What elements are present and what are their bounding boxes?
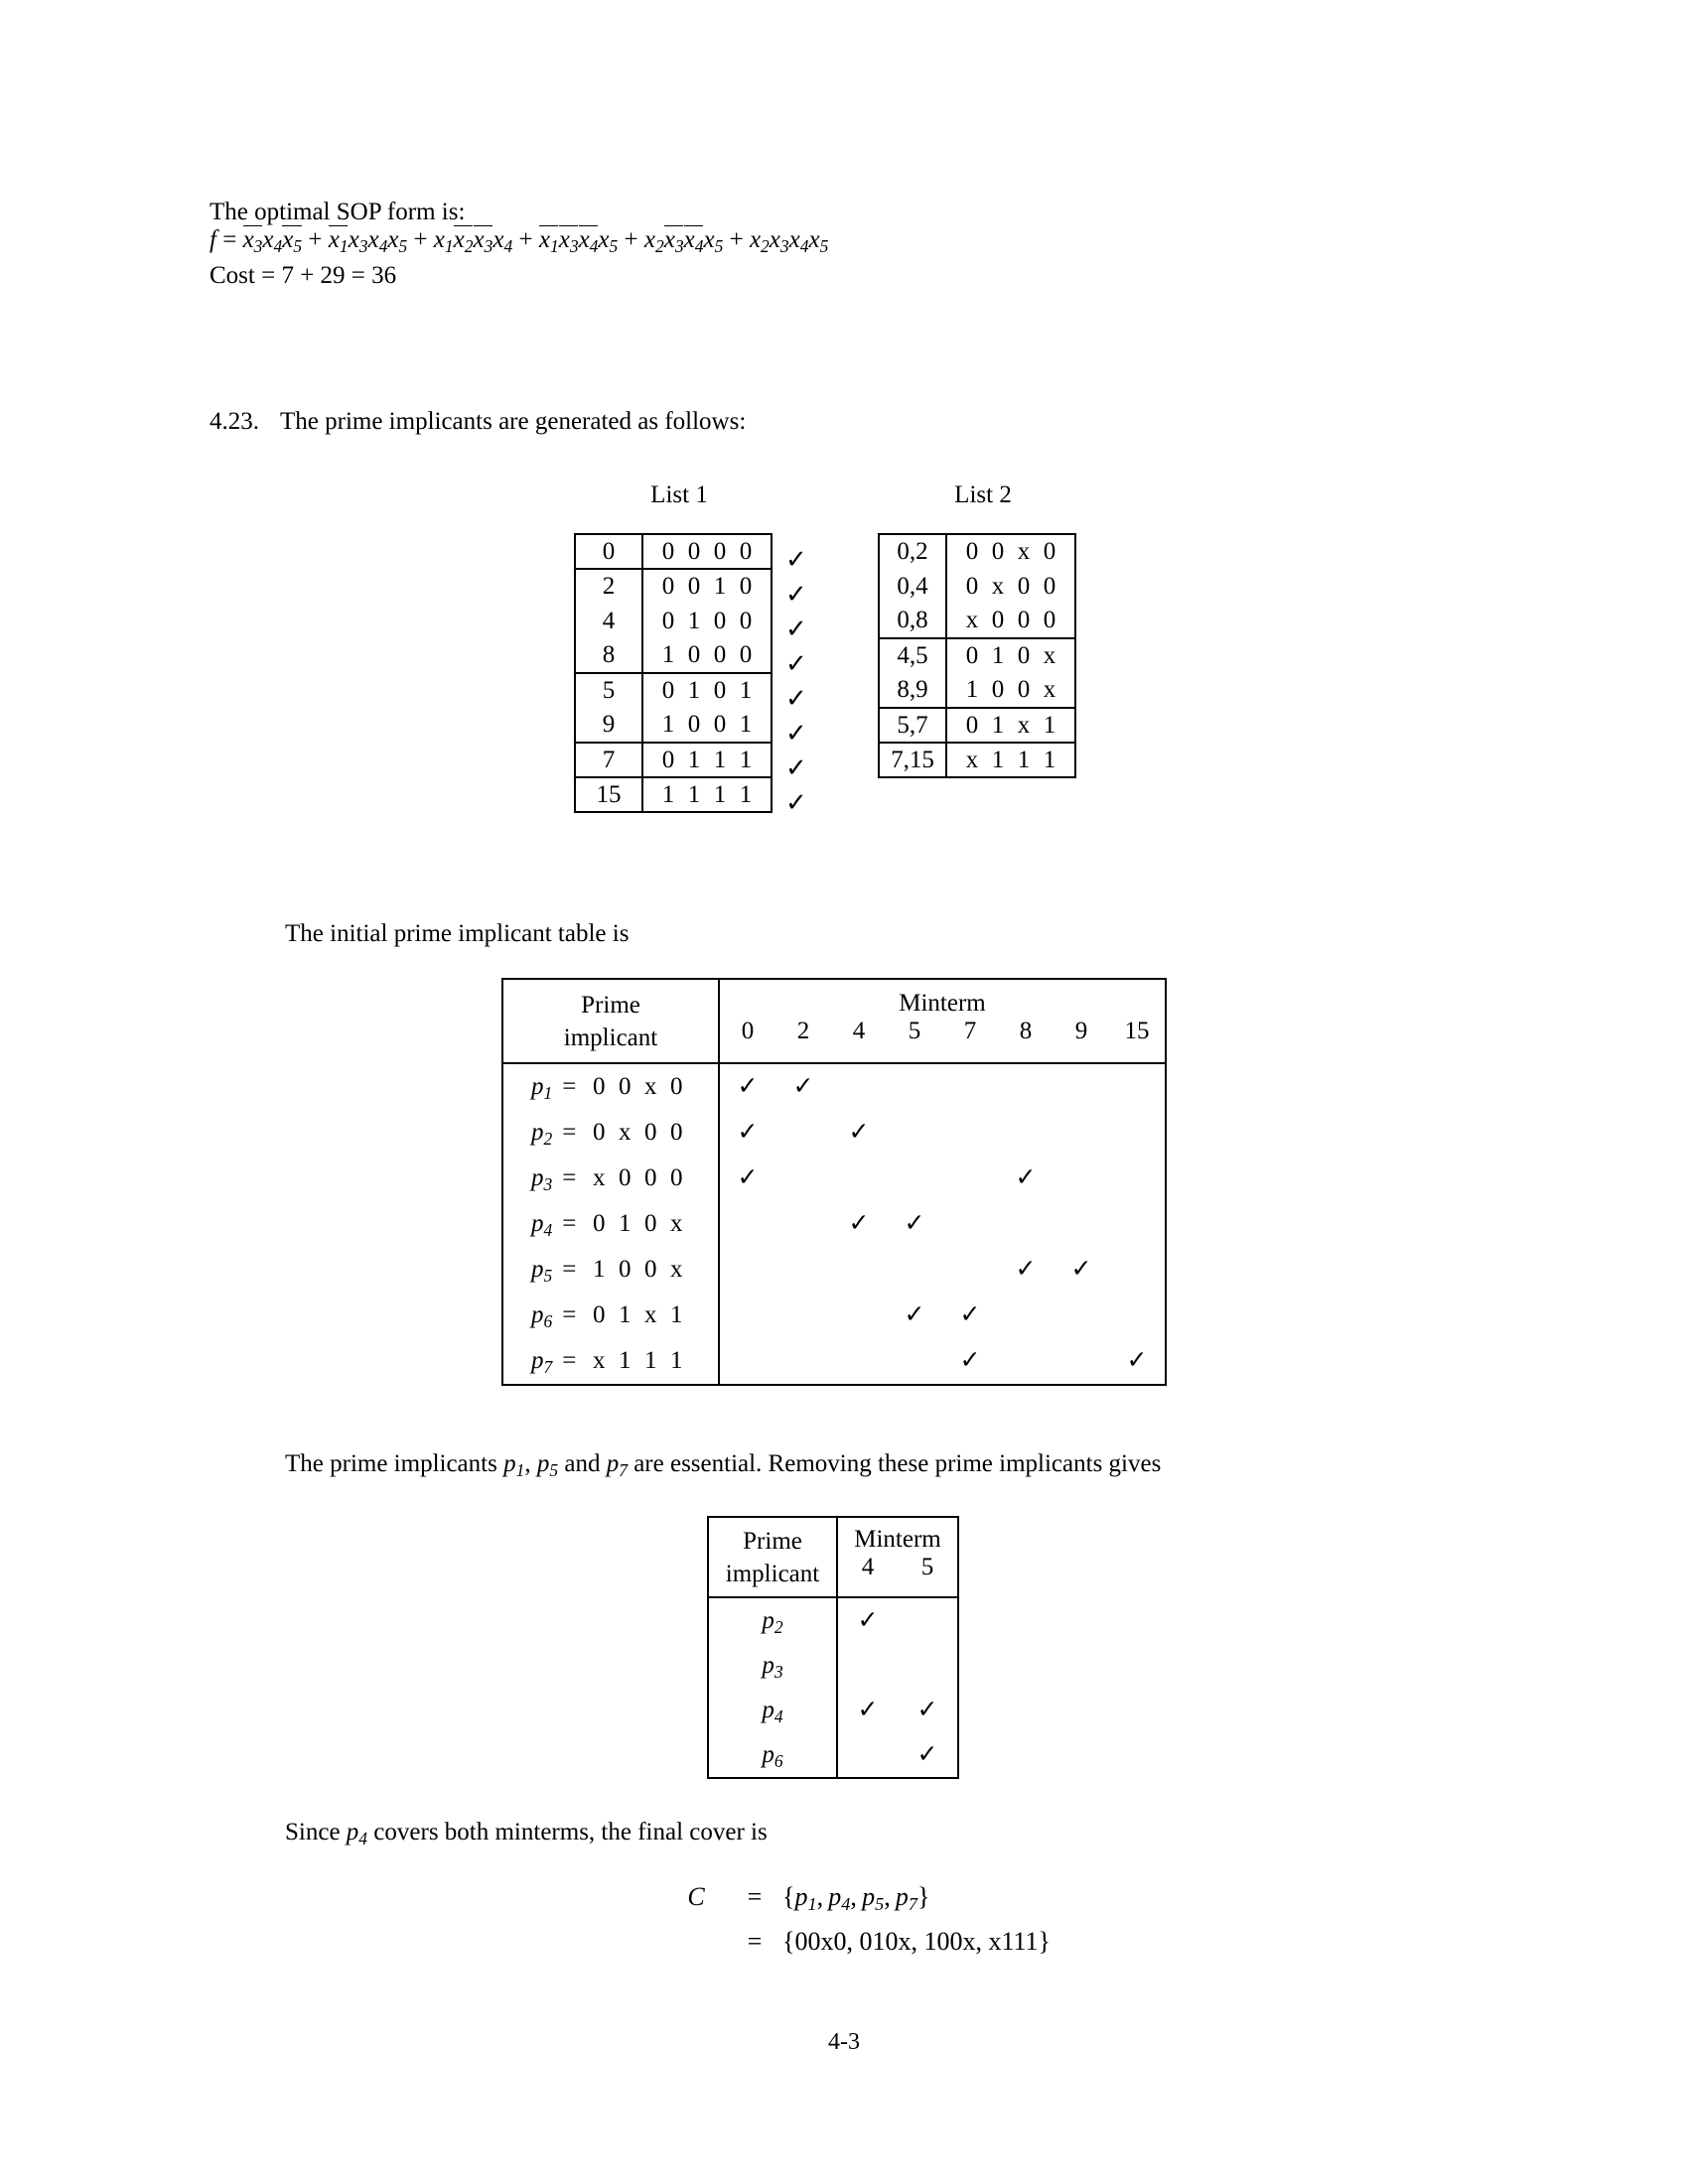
- pi-minterm-header: 9: [1074, 1018, 1088, 1044]
- pi-cell: ✓: [959, 1347, 981, 1374]
- list-row: [575, 673, 772, 708]
- reduced-pi-body: [709, 1598, 957, 1777]
- list-row-bits: 0 x 0 0: [946, 569, 1075, 604]
- reduced-pi-row-coverage: [838, 1598, 957, 1643]
- list-row-bits: 0 1 0 1: [642, 673, 772, 708]
- pi-header-right: [720, 980, 1165, 1062]
- reduced-pi-row-coverage: [838, 1732, 957, 1777]
- pi-cell: [887, 1064, 942, 1110]
- pi-row-coverage: [720, 1201, 1165, 1247]
- list-row-bits: 1 0 0 0: [642, 638, 772, 673]
- final-note-suffix: covers both minterms, the final cover is: [367, 1819, 768, 1845]
- reduced-pi-row-label: $p_3$: [762, 1652, 783, 1682]
- pi-cell: [720, 1247, 775, 1293]
- final-cover-row-binary: [665, 1927, 1051, 1957]
- reduced-pi-minterm-label: Minterm: [854, 1526, 941, 1553]
- list-row-bits: 0 1 0 0: [642, 604, 772, 638]
- pi-cell: [831, 1247, 887, 1293]
- list-row-tick: ✓: [785, 719, 807, 748]
- cover-set-symbolic: {$p_1$, $p_4$, $p_5$, $p_7$}: [782, 1882, 930, 1915]
- pi-table-body: [503, 1064, 1165, 1384]
- cover-symbol: C: [687, 1882, 705, 1911]
- pi-cell: [775, 1110, 831, 1156]
- list-row-bits: x 0 0 0: [946, 604, 1075, 638]
- list-row-tick: ✓: [785, 580, 807, 609]
- pi-coverage-grid: [720, 1064, 1165, 1384]
- list-row-index: 15: [575, 777, 642, 812]
- reduced-pi-minterm-numbers: [838, 1554, 957, 1581]
- pi-cell: [720, 1338, 775, 1384]
- pi-implicant-column: [503, 1064, 720, 1384]
- reduced-pi-header-left: [709, 1518, 838, 1596]
- problem-statement: The prime implicants are generated as follows:: [280, 408, 747, 435]
- pi-cell: ✓: [737, 1164, 759, 1191]
- essential-note-p1: p: [503, 1450, 516, 1477]
- list-row: [879, 708, 1075, 743]
- final-note-prefix: Since: [285, 1819, 347, 1845]
- pi-header-left: [503, 980, 720, 1062]
- reduced-pi-row-coverage: [838, 1643, 957, 1688]
- pi-row-coverage: [720, 1293, 1165, 1338]
- list-row: [575, 777, 772, 812]
- pi-cell: ✓: [1015, 1164, 1037, 1191]
- list-row-tick: ✓: [785, 545, 807, 574]
- pi-cell: ✓: [848, 1210, 870, 1237]
- pi-cell: ✓: [904, 1210, 925, 1237]
- list1-table: [574, 533, 773, 813]
- pi-minterm-header: 15: [1124, 1018, 1150, 1044]
- list-row-tick: ✓: [785, 614, 807, 643]
- list-row: [575, 708, 772, 743]
- list-row-tick: ✓: [785, 684, 807, 713]
- pi-cell: [775, 1201, 831, 1247]
- pi-cell: [942, 1064, 998, 1110]
- pi-minterm-header: 8: [1019, 1018, 1033, 1044]
- pi-row-coverage: [720, 1110, 1165, 1156]
- pi-row-coverage: [720, 1338, 1165, 1384]
- list-row-bits: 0 1 1 1: [642, 743, 772, 777]
- pi-cell: [942, 1247, 998, 1293]
- problem-number: 4.23.: [210, 408, 259, 435]
- pi-cell: [998, 1064, 1054, 1110]
- pi-cell: ✓: [848, 1119, 870, 1146]
- pi-header-prime: Prime: [581, 992, 640, 1019]
- list-row-bits: 0 0 0 0: [642, 534, 772, 569]
- pi-row-label: $p_7 = x$ 1 1 1: [531, 1347, 683, 1377]
- pi-cell: [720, 1293, 775, 1338]
- list-row-index: 5,7: [879, 708, 946, 743]
- pi-cell: [775, 1156, 831, 1201]
- pi-cell: [1054, 1201, 1109, 1247]
- pi-cell: [831, 1156, 887, 1201]
- pi-cell: [1109, 1110, 1165, 1156]
- pi-cell: ✓: [959, 1301, 981, 1328]
- list2-table: [878, 533, 1076, 778]
- reduced-pi-header-right: [838, 1518, 957, 1596]
- pi-cell: ✓: [1070, 1256, 1092, 1283]
- pi-minterm-header: 0: [741, 1018, 755, 1044]
- reduced-pi-minterm-header: 4: [861, 1554, 875, 1580]
- pi-cell: [998, 1201, 1054, 1247]
- pi-cell: [1054, 1156, 1109, 1201]
- pi-row-label: $p_2 = 0$ x 0 0: [531, 1119, 683, 1149]
- pi-cell: ✓: [904, 1301, 925, 1328]
- pi-row-label: $p_5 = 1$ 0 0 x: [531, 1256, 683, 1286]
- pi-cell: [998, 1293, 1054, 1338]
- reduced-pi-cell: [838, 1732, 898, 1777]
- list-row-index: 7,15: [879, 743, 946, 777]
- pi-cell: [1109, 1156, 1165, 1201]
- pi-cell: [998, 1338, 1054, 1384]
- list-row-bits: 1 1 1 1: [642, 777, 772, 812]
- pi-cell: [942, 1156, 998, 1201]
- pi-cell: ✓: [737, 1119, 759, 1146]
- pi-minterm-header: 7: [963, 1018, 977, 1044]
- list-row-index: 2: [575, 569, 642, 604]
- list-row-tick: ✓: [785, 753, 807, 782]
- pi-cell: [775, 1293, 831, 1338]
- list-row-index: 4,5: [879, 638, 946, 673]
- list-row-bits: 0 1 0 x: [946, 638, 1075, 673]
- pi-header-implicant: implicant: [563, 1024, 658, 1051]
- pi-cell: [1109, 1064, 1165, 1110]
- list-row-bits: 1 0 0 1: [642, 708, 772, 743]
- pi-row-label: $p_3 = x$ 0 0 0: [531, 1164, 683, 1194]
- intro-line-sop-form: The optimal SOP form is:: [210, 199, 466, 225]
- list-row-index: 4: [575, 604, 642, 638]
- reduced-pi-row-label: $p_4$: [762, 1697, 783, 1726]
- list-row-index: 5: [575, 673, 642, 708]
- pi-cell: [1054, 1064, 1109, 1110]
- pi-cell: [720, 1201, 775, 1247]
- list-row: [879, 534, 1075, 569]
- reduced-pi-row-label: $p_6$: [762, 1741, 783, 1771]
- list-row-bits: 0 0 1 0: [642, 569, 772, 604]
- list-row-index: 8,9: [879, 673, 946, 708]
- pi-cell: [1054, 1338, 1109, 1384]
- list-row-index: 0,2: [879, 534, 946, 569]
- list-row: [575, 743, 772, 777]
- reduced-pi-header: [709, 1518, 957, 1598]
- pi-row-coverage: [720, 1064, 1165, 1110]
- list2-title: List 2: [954, 481, 1012, 508]
- pi-row-label: $p_6 = 0$ 1 x 1: [531, 1301, 683, 1331]
- pi-cell: ✓: [737, 1073, 759, 1100]
- list-row-bits: 1 0 0 x: [946, 673, 1075, 708]
- reduced-pi-cell: [898, 1598, 957, 1643]
- list-row-index: 7: [575, 743, 642, 777]
- list-row-index: 9: [575, 708, 642, 743]
- reduced-pi-cell: ✓: [857, 1607, 879, 1634]
- pi-row-label: $p_4 = 0$ 1 0 x: [531, 1210, 683, 1240]
- pi-cell: [775, 1338, 831, 1384]
- pi-row-label: $p_1 = 0$ 0 x 0: [531, 1073, 683, 1103]
- list-row-index: 0: [575, 534, 642, 569]
- list-row-tick: ✓: [785, 649, 807, 678]
- pi-cell: [942, 1201, 998, 1247]
- list1-title: List 1: [650, 481, 708, 508]
- essential-note-p5: p: [536, 1450, 550, 1477]
- pi-cell: [1109, 1293, 1165, 1338]
- pi-cell: ✓: [1015, 1256, 1037, 1283]
- pi-minterm-header: 2: [796, 1018, 810, 1044]
- pi-minterm-header: 4: [852, 1018, 866, 1044]
- list-row-tick: ✓: [785, 788, 807, 817]
- pi-cell: [1109, 1201, 1165, 1247]
- list-row-bits: x 1 1 1: [946, 743, 1075, 777]
- pi-row-coverage: [720, 1156, 1165, 1201]
- final-note-p4: p: [346, 1819, 359, 1845]
- pi-table-header: [503, 980, 1165, 1064]
- page-number: 4-3: [828, 2029, 860, 2055]
- cover-set-binary: {00x0, 010x, 100x, x111}: [782, 1927, 1052, 1957]
- cover-equals-2: =: [747, 1927, 763, 1957]
- list-row: [879, 569, 1075, 604]
- reduced-pi-cell: [898, 1643, 957, 1688]
- prime-implicant-table: [501, 978, 1167, 1386]
- pi-cell: [887, 1338, 942, 1384]
- pi-minterm-header: 5: [908, 1018, 921, 1044]
- pi-cell: [887, 1247, 942, 1293]
- essential-note-prefix: The prime implicants: [285, 1450, 504, 1477]
- intro-cost-line: Cost = 7 + 29 = 36: [210, 262, 397, 289]
- pi-cell: [831, 1293, 887, 1338]
- cover-equals-1: =: [747, 1882, 763, 1911]
- reduced-pi-header-prime: Prime: [743, 1528, 802, 1555]
- intro-equation: $f = x_3x_4x_5 + x_1x_3x_4x_5 + x_1x_2x_3x_4 + x_1x_3x_4x_5 + x_2x_3x_4x_5 + x_2x_3x_4x_5$: [210, 226, 829, 256]
- list-row-bits: 0 1 x 1: [946, 708, 1075, 743]
- reduced-pi-row-label: $p_2$: [762, 1607, 783, 1637]
- pi-cell: [942, 1110, 998, 1156]
- pi-cell: [887, 1110, 942, 1156]
- list-row: [575, 604, 772, 638]
- list-row-index: 0,8: [879, 604, 946, 638]
- final-cover-block: [665, 1882, 1051, 1969]
- pi-cell: [1054, 1110, 1109, 1156]
- pi-cell: ✓: [792, 1073, 814, 1100]
- pi-cell: [1054, 1293, 1109, 1338]
- pi-cell: [1109, 1247, 1165, 1293]
- essential-note-p7: p: [606, 1450, 620, 1477]
- list-row: [879, 743, 1075, 777]
- list-row-index: 0,4: [879, 569, 946, 604]
- list-row: [575, 569, 772, 604]
- list-row: [879, 673, 1075, 708]
- list-row: [575, 534, 772, 569]
- reduced-pi-implicant-column: [709, 1598, 838, 1777]
- pi-table-intro: The initial prime implicant table is: [285, 920, 630, 947]
- pi-cell: [998, 1110, 1054, 1156]
- reduced-pi-cell: ✓: [916, 1697, 938, 1723]
- reduced-pi-minterm-header: 5: [920, 1554, 934, 1580]
- final-cover-note: Since $p_4$ covers both minterms, the final cover is: [285, 1819, 768, 1848]
- reduced-pi-header-implicant: implicant: [725, 1560, 820, 1587]
- list-row: [575, 638, 772, 673]
- pi-cell: [831, 1338, 887, 1384]
- pi-row-coverage: [720, 1247, 1165, 1293]
- reduced-pi-coverage-grid: [838, 1598, 957, 1777]
- pi-header-minterm-label: Minterm: [899, 990, 986, 1017]
- list-row: [879, 638, 1075, 673]
- pi-cell: [887, 1156, 942, 1201]
- pi-cell: [831, 1064, 887, 1110]
- pi-header-minterm-numbers: [720, 1018, 1165, 1045]
- list-row: [879, 604, 1075, 638]
- reduced-pi-row-coverage: [838, 1688, 957, 1732]
- reduced-pi-cell: [838, 1643, 898, 1688]
- pi-cell: ✓: [1126, 1347, 1148, 1374]
- reduced-pi-cell: ✓: [857, 1697, 879, 1723]
- pi-cell: [775, 1247, 831, 1293]
- final-cover-row-symbolic: [665, 1882, 1051, 1915]
- reduced-prime-implicant-table: [707, 1516, 959, 1779]
- list-row-bits: 0 0 x 0: [946, 534, 1075, 569]
- reduced-pi-cell: ✓: [916, 1741, 938, 1768]
- list-row-index: 8: [575, 638, 642, 673]
- essential-implicants-note: The prime implicants $p_1$, $p_5$ and $p_7$ are essential. Removing these prime implicants gives: [285, 1450, 1162, 1480]
- essential-note-suffix: are essential. Removing these prime implicants gives: [627, 1450, 1162, 1477]
